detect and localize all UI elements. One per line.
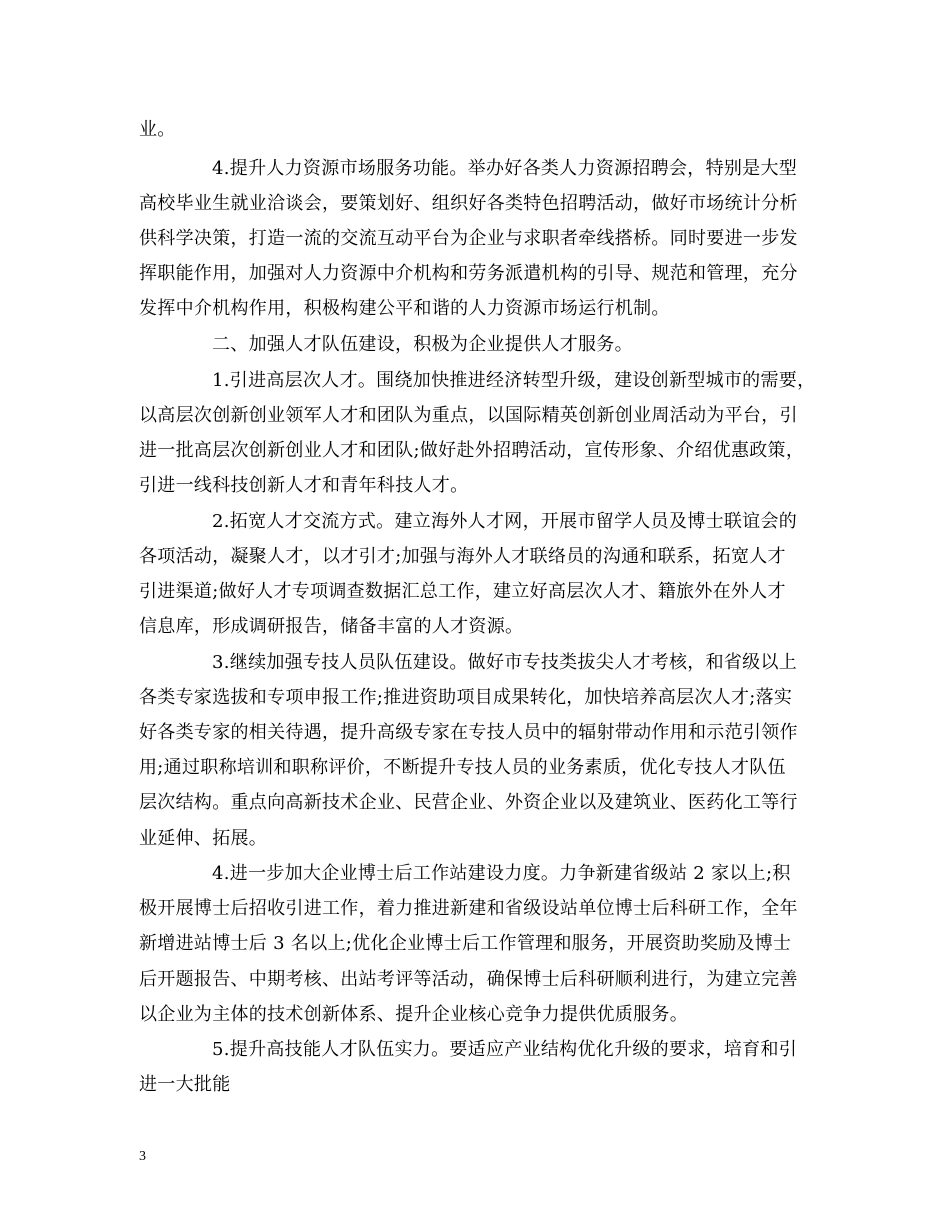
text-line: 进一大批能 [139, 1074, 231, 1095]
text-line: 引进一线科技创新人才和青年科技人才。 [139, 475, 469, 496]
text-line: 以企业为主体的技术创新体系、提升企业核心竞争力提供优质服务。 [139, 1004, 688, 1025]
paragraph-start-line: 3.继续加强专技人员队伍建设。做好市专技类拔尖人才考核，和省级以上 [212, 652, 798, 673]
text-line: 极开展博士后招收引进工作，着力推进新建和省级设站单位博士后科研工作，全年 [139, 898, 798, 919]
text-line: 进一批高层次创新创业人才和团队;做好赴外招聘活动，宣传形象、介绍优惠政策， [139, 440, 805, 461]
text-line: 引进渠道;做好人才专项调查数据汇总工作，建立好高层次人才、籍旅外在外人才 [139, 581, 786, 602]
text-line: 以高层次创新创业领军人才和团队为重点，以国际精英创新创业周活动为平台，引 [139, 405, 798, 426]
text-line: 新增进站博士后 3 名以上;优化企业博士后工作管理和服务，开展资助奖励及博士 [139, 933, 792, 954]
paragraph-start-line: 1.引进高层次人才。围绕加快推进经济转型升级，建设创新型城市的需要， [212, 370, 816, 391]
text-line: 发挥中介机构作用，积极构建公平和谐的人力资源市场运行机制。 [139, 298, 670, 319]
text-line: 各项活动，凝聚人才，以才引才;加强与海外人才联络员的沟通和联系，拓宽人才 [139, 546, 786, 567]
paragraph-start-line: 5.提升高技能人才队伍实力。要适应产业结构优化升级的要求，培育和引 [212, 1039, 798, 1060]
paragraph-start-line: 4.进一步加大企业博士后工作站建设力度。力争新建省级站 2 家以上;积 [212, 863, 791, 884]
text-line: 后开题报告、中期考核、出站考评等活动，确保博士后科研顺利进行，为建立完善 [139, 969, 798, 990]
text-line: 业。 [139, 119, 176, 140]
text-line: 供科学决策，打造一流的交流互动平台为企业与求职者牵线搭桥。同时要进一步发 [139, 228, 798, 249]
section-heading: 二、加强人才队伍建设，积极为企业提供人才服务。 [212, 334, 633, 355]
paragraph-start-line: 2.拓宽人才交流方式。建立海外人才网，开展市留学人员及博士联谊会的 [212, 511, 798, 532]
page-number: 3 [139, 1149, 146, 1164]
text-line: 层次结构。重点向高新技术企业、民营企业、外资企业以及建筑业、医药化工等行 [139, 792, 798, 813]
text-line: 好各类专家的相关待遇，提升高级专家在专技人员中的辐射带动作用和示范引领作 [139, 722, 798, 743]
text-line: 挥职能作用，加强对人力资源中介机构和劳务派遣机构的引导、规范和管理，充分 [139, 263, 798, 284]
text-line: 信息库，形成调研报告，储备丰富的人才资源。 [139, 616, 524, 637]
text-line: 高校毕业生就业洽谈会，要策划好、组织好各类特色招聘活动，做好市场统计分析 [139, 193, 798, 214]
text-line: 用;通过职称培训和职称评价，不断提升专技人员的业务素质，优化专技人才队伍 [139, 757, 786, 778]
paragraph-start-line: 4.提升人力资源市场服务功能。举办好各类人力资源招聘会，特别是大型 [212, 158, 798, 179]
text-line: 各类专家选拔和专项申报工作;推进资助项目成果转化，加快培养高层次人才;落实 [139, 687, 793, 708]
text-line: 业延伸、拓展。 [139, 828, 268, 849]
